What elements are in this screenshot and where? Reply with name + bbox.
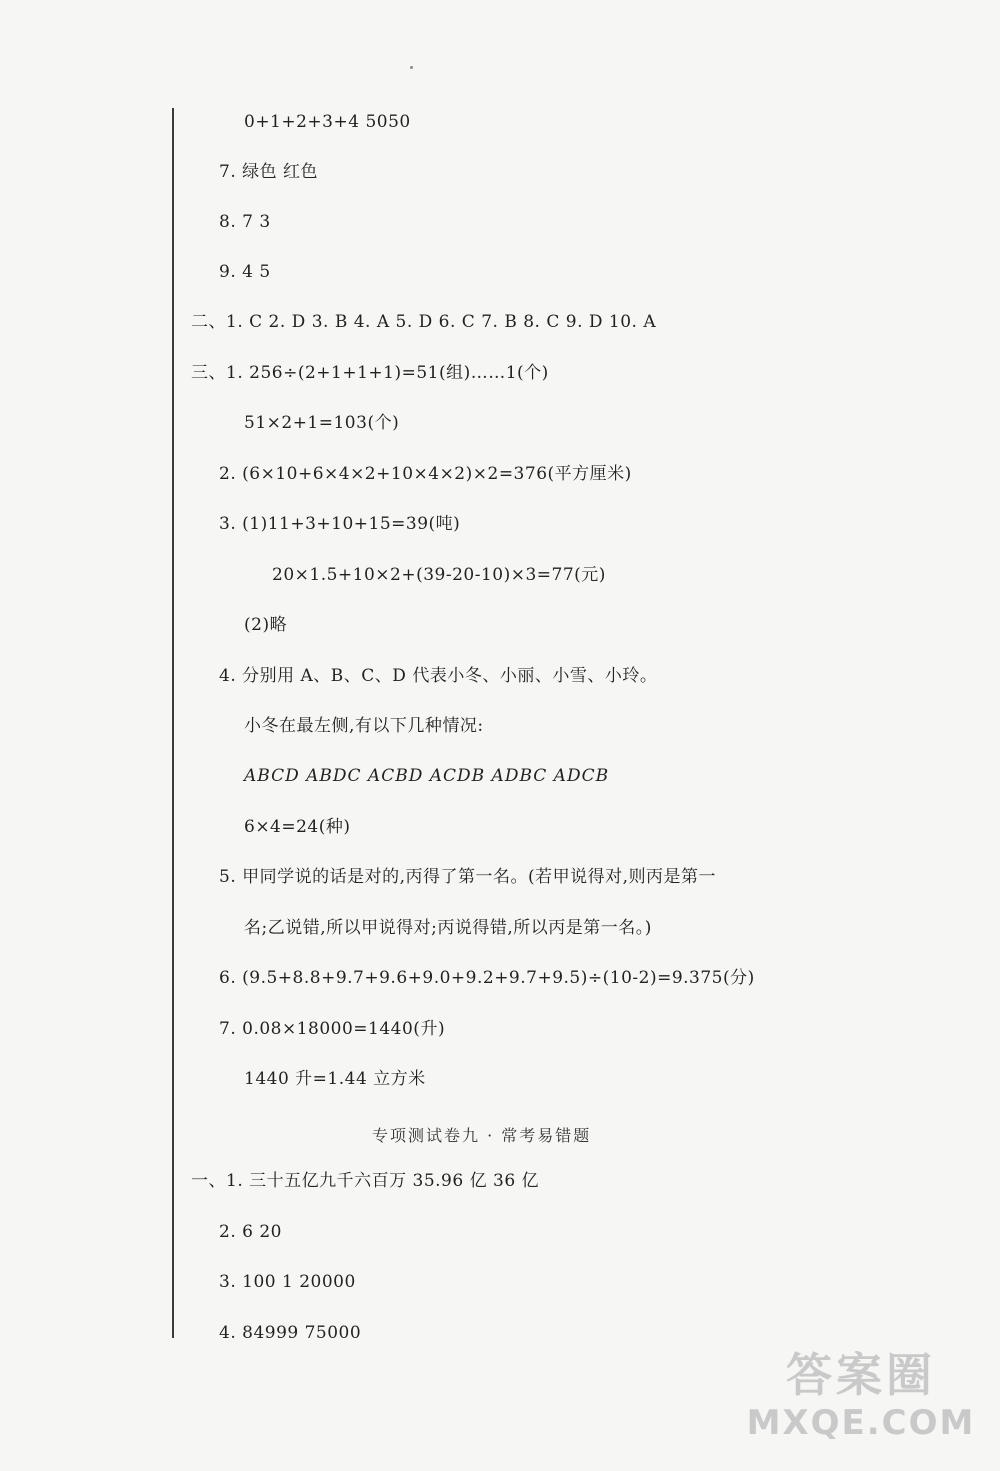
answer-line-solution-q4-permutations: ABCD ABDC ACBD ACDB ADBC ADCB: [244, 766, 610, 786]
answer-line-q7: 7. 绿色 红色: [219, 162, 319, 182]
answer-line-new-section-q1: 一、1. 三十五亿九千六百万 35.96 亿 36 亿: [191, 1171, 540, 1191]
answer-line-solution-q7-step2: 1440 升=1.44 立方米: [244, 1069, 426, 1089]
answer-line-q9: 9. 4 5: [219, 262, 271, 282]
answer-line-solution-q3-part1: 3. (1)11+3+10+15=39(吨): [219, 514, 461, 534]
answer-line-solution-q4-cases: 小冬在最左侧,有以下几种情况:: [244, 716, 484, 736]
answer-line-solution-q5: 5. 甲同学说的话是对的,丙得了第一名。(若甲说得对,则丙是第一: [219, 867, 717, 887]
answer-line-solution-q1-step2: 51×2+1=103(个): [244, 413, 400, 433]
page-mark: [410, 66, 413, 69]
answer-line-solution-q4: 4. 分别用 A、B、C、D 代表小冬、小丽、小雪、小玲。: [219, 666, 658, 686]
answer-line-new-section-q4: 4. 84999 75000: [219, 1323, 362, 1343]
answer-line-choice-section: 二、1. C 2. D 3. B 4. A 5. D 6. C 7. B 8. C 9. D 10. A: [191, 312, 657, 332]
answer-line-solution-q7: 7. 0.08×18000=1440(升): [219, 1019, 446, 1039]
watermark-logo-text: 答案圈: [786, 1348, 936, 1402]
answer-line-q8: 8. 7 3: [219, 212, 271, 232]
watermark: [746, 1347, 976, 1457]
section-title: 专项测试卷九 · 常考易错题: [372, 1126, 592, 1145]
answer-line-solution-q5-cont: 名;乙说错,所以甲说得对;丙说得错,所以丙是第一名。): [244, 918, 652, 938]
answer-line-solution-q1: 三、1. 256÷(2+1+1+1)=51(组)……1(个): [191, 363, 549, 383]
watermark-site: MXQE.COM: [746, 1403, 976, 1443]
answer-line-new-section-q3: 3. 100 1 20000: [219, 1272, 356, 1292]
answer-line-solution-q2: 2. (6×10+6×4×2+10×4×2)×2=376(平方厘米): [219, 464, 632, 484]
answer-line-new-section-q2: 2. 6 20: [219, 1222, 282, 1242]
answer-line-solution-q3-part2: (2)略: [244, 615, 288, 635]
answer-line-solution-q6: 6. (9.5+8.8+9.7+9.6+9.0+9.2+9.7+9.5)÷(10-2)=9.375(分): [219, 968, 755, 988]
answer-line-solution-q4-result: 6×4=24(种): [244, 817, 351, 837]
binding-margin-line: [172, 108, 174, 1338]
answer-line-sum-series: 0+1+2+3+4 5050: [244, 112, 411, 132]
answer-line-solution-q3-step2: 20×1.5+10×2+(39-20-10)×3=77(元): [272, 565, 606, 585]
